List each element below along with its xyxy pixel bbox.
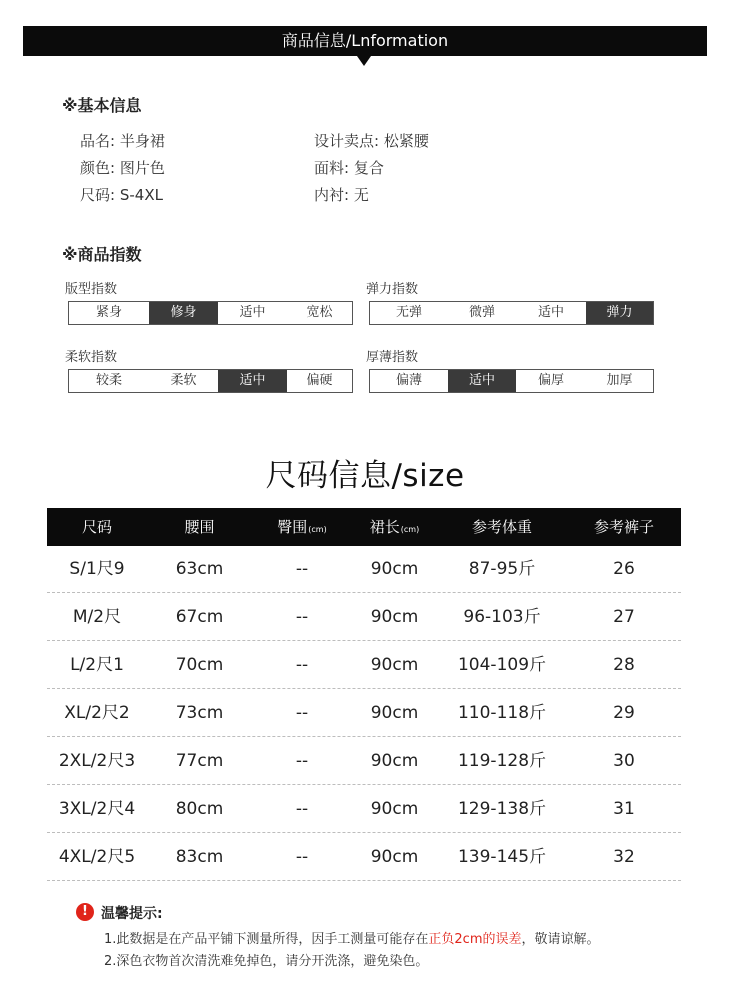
table-cell: 129-138斤 [457,799,547,819]
table-row [47,834,681,882]
table-cell: -- [295,559,309,579]
table-row [47,546,681,594]
banner-notch [357,56,371,66]
scale-option: 修身 [149,302,218,324]
table-row [47,594,681,642]
size-table-header [47,508,681,546]
row-divider [47,832,681,833]
info-value: 无 [353,186,369,204]
header-hip [252,508,352,546]
info-value: 图片色 [119,159,165,177]
table-row [47,738,681,786]
fit-scale [68,301,353,325]
info-key: 颜色: [80,159,116,177]
table-cell: 139-145斤 [457,847,547,867]
table-cell: -- [295,655,309,675]
header-unit: (cm) [308,525,327,534]
scale-option: 加厚 [606,373,633,388]
table-cell: 90cm [370,847,419,867]
note-line-2: 2.深色衣物首次清洗难免掉色，请分开洗涤，避免染色。 [104,954,429,969]
info-key: 设计卖点: [314,132,380,150]
header-text: 参考裤子 [593,518,654,536]
info-item-color [80,157,165,178]
table-cell: -- [295,607,309,627]
table-row [47,642,681,690]
table-cell: 90cm [370,559,419,579]
table-cell: 77cm [175,751,224,771]
index-label-fit: 版型指数 [65,282,118,297]
table-cell: 3XL/2尺4 [58,799,136,819]
table-cell: 30 [613,751,635,771]
table-row [47,690,681,738]
table-cell: 4XL/2尺5 [58,847,136,867]
table-cell: XL/2尺2 [64,703,130,723]
header-text: 裙长 [369,518,400,536]
table-cell: 63cm [175,559,224,579]
row-divider [47,640,681,641]
table-cell: 90cm [370,799,419,819]
table-cell: S/1尺9 [69,559,125,579]
table-cell: 96-103斤 [463,607,541,627]
table-cell: 27 [613,607,635,627]
index-label-softness: 柔软指数 [65,350,118,365]
row-divider [47,688,681,689]
table-cell: 90cm [370,607,419,627]
header-weight [437,508,567,546]
scale-option: 偏薄 [395,373,422,388]
table-cell: 80cm [175,799,224,819]
scale-option: 适中 [448,370,516,392]
info-key: 尺码: [80,186,116,204]
table-cell: 90cm [370,655,419,675]
row-divider [47,784,681,785]
info-value: 半身裙 [119,132,165,150]
table-cell: 83cm [175,847,224,867]
header-size [47,508,147,546]
table-cell: 67cm [175,607,224,627]
note-text: 1.此数据是在产品平铺下测量所得，因手工测量可能存在 [104,932,429,947]
table-cell: 32 [613,847,635,867]
scale-option: 适中 [537,305,564,320]
header-unit: (cm) [400,525,420,534]
elasticity-scale [369,301,654,325]
table-cell: 90cm [370,751,419,771]
table-cell: -- [295,703,309,723]
size-title: 尺码信息/size [265,458,465,494]
info-item-fabric [314,157,384,178]
scale-option: 偏厚 [537,373,564,388]
table-cell: L/2尺1 [70,655,124,675]
note-text: ，敬请谅解。 [521,932,600,947]
row-divider [47,592,681,593]
table-cell: 29 [613,703,635,723]
info-value: S-4XL [119,186,163,204]
index-section-title: ※商品指数 [62,245,142,264]
scale-option: 弹力 [586,302,653,324]
table-cell: M/2尺 [72,607,122,627]
thickness-scale [369,369,654,393]
exclamation-icon: ! [76,903,94,921]
info-key: 品名: [80,132,116,150]
header-text: 尺码 [81,518,112,536]
scale-option: 紧身 [95,305,122,320]
table-cell: 90cm [370,703,419,723]
table-cell: 28 [613,655,635,675]
header-waist [147,508,252,546]
table-cell: -- [295,751,309,771]
table-cell: -- [295,799,309,819]
basic-info-title: ※基本信息 [62,96,142,115]
scale-option: 适中 [218,370,287,392]
table-cell: -- [295,847,309,867]
header-text: 臀围 [277,518,308,536]
table-cell: 110-118斤 [457,703,547,723]
table-cell: 26 [613,559,635,579]
table-cell: 104-109斤 [457,655,547,675]
scale-option: 较柔 [95,373,122,388]
scale-option: 微弹 [468,305,495,320]
table-cell: 73cm [175,703,224,723]
index-label-elasticity: 弹力指数 [366,282,419,297]
table-cell: 87-95斤 [468,559,536,579]
info-item-size [80,184,163,205]
header-text: 参考体重 [471,518,532,536]
scale-option: 柔软 [170,373,197,388]
row-divider [47,880,681,881]
info-item-lining [314,184,369,205]
info-key: 内衬: [314,186,350,204]
info-value: 复合 [353,159,384,177]
note-line-1 [104,928,600,947]
info-item-name [80,130,165,151]
table-cell: 31 [613,799,635,819]
softness-scale [68,369,353,393]
table-cell: 70cm [175,655,224,675]
scale-option: 偏硬 [306,373,333,388]
row-divider [47,736,681,737]
scale-option: 无弹 [395,305,422,320]
header-title: 商品信息/Lnformation [281,31,449,50]
header-pants [567,508,681,546]
header-length [352,508,437,546]
header-banner [23,26,707,56]
note-highlight: 正负2cm的误差 [428,932,522,947]
table-cell: 119-128斤 [457,751,547,771]
info-value: 松紧腰 [383,132,429,150]
info-item-design [314,130,429,151]
scale-option: 宽松 [306,305,333,320]
scale-option: 适中 [239,305,266,320]
table-row [47,786,681,834]
index-label-thickness: 厚薄指数 [366,350,419,365]
notes-title: 温馨提示: [101,906,163,922]
header-text: 腰围 [184,518,215,536]
table-cell: 2XL/2尺3 [58,751,136,771]
info-key: 面料: [314,159,350,177]
